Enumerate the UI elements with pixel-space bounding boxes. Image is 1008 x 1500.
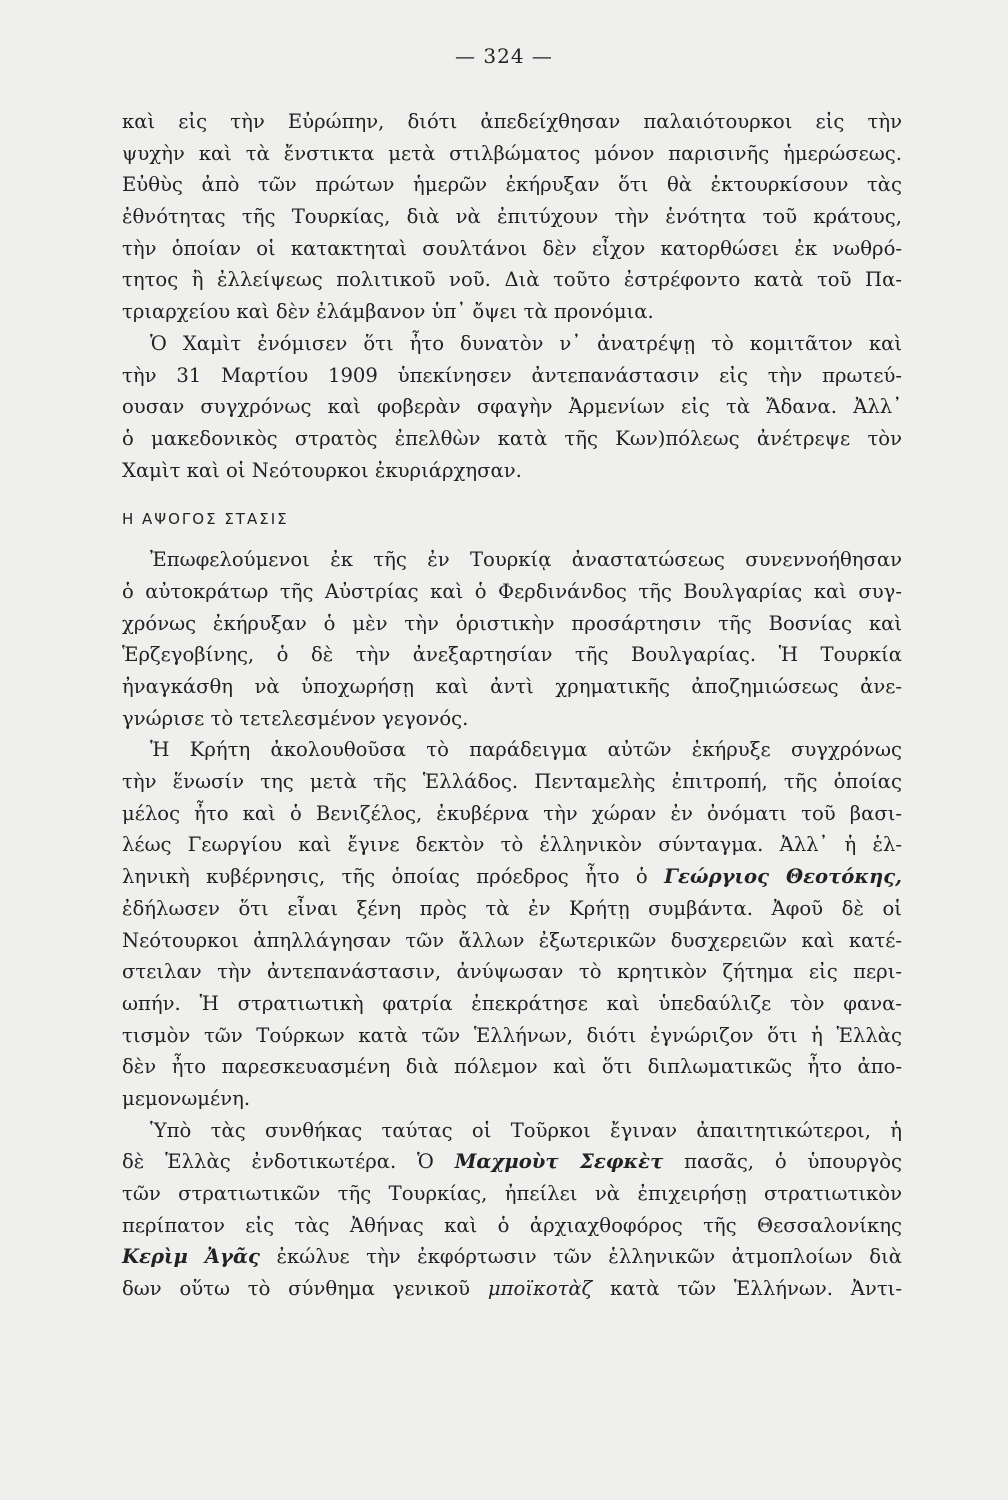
paragraph: [122, 1115, 902, 1305]
text-line: ὁ αὐτοκράτωρ τῆς Αὐστρίας καὶ ὁ Φερδινάνδος τῆς Βουλγαρίας καὶ συγ-: [122, 579, 902, 603]
text-line: τητος ἢ ἐλλείψεως πολιτικοῦ νοῦ. Διὰ τοῦτο ἐστρέφοντο κατὰ τοῦ Πα-: [122, 268, 902, 292]
person-name: Μαχμοὺτ Σεφκὲτ: [454, 1150, 664, 1174]
text-line: Νεότουρκοι ἀπηλλάγησαν τῶν ἄλλων ἐξωτερικῶν δυσχερειῶν καὶ κατέ-: [122, 928, 902, 952]
text-line: περίπατον εἰς τὰς Ἀθήνας καὶ ὁ ἀρχιαχθοφόρος τῆς Θεσσαλονίκης: [122, 1213, 902, 1237]
italic-term: μποϊκοτὰζ: [487, 1277, 593, 1301]
text-line: λέως Γεωργίου καὶ ἔγινε δεκτὸν τὸ ἑλληνικὸν σύνταγμα. Ἀλλ᾽ ἡ ἑλ-: [122, 833, 902, 857]
text-run: ἐκώλυε τὴν ἐκφόρτωσιν τῶν ἑλληνικῶν ἀτμοπλοίων διὰ: [276, 1245, 903, 1269]
text-line: Χαμὶτ καὶ οἱ Νεότουρκοι ἐκυριάρχησαν.: [122, 458, 522, 482]
text-line: ἐθνότητας τῆς Τουρκίας, διὰ νὰ ἐπιτύχουν τὴν ἑνότητα τοῦ κράτους,: [122, 205, 902, 229]
section-spacer: [122, 486, 902, 504]
text-line: ἐδήλωσεν ὅτι εἶναι ξένη πρὸς τὰ ἐν Κρήτῃ συμβάντα. Ἀφοῦ δὲ οἱ: [122, 896, 902, 920]
text-run: δὲ Ἑλλὰς ἐνδοτικωτέρα. Ὁ: [122, 1150, 434, 1174]
person-name: Γεώργιος Θεοτόκης,: [664, 865, 903, 889]
text-line: Ὑπὸ τὰς συνθήκας ταύτας οἱ Τοῦρκοι ἔγιναν ἀπαιτητικώτεροι, ἡ: [150, 1118, 902, 1142]
text-line: ωπήν. Ἡ στρατιωτικὴ φατρία ἐπεκράτησε καὶ ὑπεδαύλιζε τὸν φανα-: [122, 991, 902, 1015]
paragraph: [122, 328, 902, 486]
text-line: χρόνως ἐκήρυξαν ὁ μὲν τὴν ὁριστικὴν προσάρτησιν τῆς Βοσνίας καὶ: [122, 611, 902, 635]
section-heading: Η ΑΨΟΓΟΣ ΣΤΑΣΙΣ: [122, 510, 289, 529]
text-line: τριαρχείου καὶ δὲν ἐλάμβανον ὑπ᾽ ὄψει τὰ προνόμια.: [122, 300, 654, 324]
person-name: Κερὶμ Ἀγᾶς: [122, 1245, 260, 1269]
text-line: [122, 1146, 902, 1178]
paragraph: [122, 106, 902, 328]
text-line: τὴν ὁποίαν οἱ κατακτηταὶ σουλτάνοι δὲν εἶχον κατορθώσει ἐκ νωθρό-: [122, 236, 902, 260]
text-run: κατὰ τῶν Ἑλλήνων. Ἀντι-: [610, 1277, 902, 1301]
text-line: μέλος ἦτο καὶ ὁ Βενιζέλος, ἐκυβέρνα τὴν χώραν ἐν ὀνόματι τοῦ βασι-: [122, 801, 902, 825]
paragraph: [122, 544, 902, 734]
text-line: τισμὸν τῶν Τούρκων κατὰ τῶν Ἑλλήνων, διότι ἐγνώριζον ὅτι ἡ Ἑλλὰς: [122, 1023, 902, 1047]
paragraph: [122, 734, 902, 1114]
text-line: [122, 861, 902, 893]
text-line: ὁ μακεδονικὸς στρατὸς ἐπελθὼν κατὰ τῆς Κων)πόλεως ἀνέτρεψε τὸν: [122, 426, 902, 450]
text-line: τῶν στρατιωτικῶν τῆς Τουρκίας, ἠπείλει νὰ ἐπιχειρήσῃ στρατιωτικὸν: [122, 1182, 902, 1205]
text-line: στειλαν τὴν ἀντεπανάστασιν, ἀνύψωσαν τὸ κρητικὸν ζήτημα εἰς περι-: [122, 960, 902, 984]
text-run: πασᾶς, ὁ ὑπουργὸς: [684, 1150, 902, 1174]
text-line: ψυχὴν καὶ τὰ ἔνστικτα μετὰ στιλβώματος μόνον παρισινῆς ἡμερώσεως.: [122, 141, 902, 165]
body-text: [122, 106, 902, 1305]
text-line: καὶ εἰς τὴν Εὐρώπην, διότι ἀπεδείχθησαν παλαιότουρκοι εἰς τὴν: [122, 110, 902, 133]
page-number: — 324 —: [455, 44, 553, 68]
text-line: [122, 1241, 902, 1273]
text-line: Ἑρζεγοβίνης, ὁ δὲ τὴν ἀνεξαρτησίαν τῆς Βουλγαρίας. Ἡ Τουρκία: [122, 643, 902, 667]
text-line: Εὐθὺς ἀπὸ τῶν πρώτων ἡμερῶν ἐκήρυξαν ὅτι θὰ ἐκτουρκίσουν τὰς: [122, 173, 902, 197]
text-line: Ὁ Χαμὶτ ἐνόμισεν ὅτι ἦτο δυνατὸν ν᾽ ἀνατρέψῃ τὸ κομιτᾶτον καὶ: [150, 331, 902, 355]
text-line: γνώρισε τὸ τετελεσμένον γεγονός.: [122, 706, 469, 730]
text-line: τὴν 31 Μαρτίου 1909 ὑπεκίνησεν ἀντεπανάστασιν εἰς τὴν πρωτεύ-: [122, 363, 902, 387]
text-run: ληνικὴ κυβέρνησις, τῆς ὁποίας πρόεδρος ἦτο ὁ: [122, 865, 648, 889]
text-line: τὴν ἕνωσίν της μετὰ τῆς Ἑλλάδος. Πενταμελὴς ἐπιτροπή, τῆς ὁποίας: [122, 770, 902, 794]
text-line: Ἐπωφελούμενοι ἐκ τῆς ἐν Τουρκίᾳ ἀναστατώσεως συνεννοήθησαν: [150, 548, 902, 572]
text-line: Ἡ Κρήτη ἀκολουθοῦσα τὸ παράδειγμα αὐτῶν ἐκήρυξε συγχρόνως: [150, 738, 902, 762]
text-line: [122, 1273, 902, 1305]
text-line: ἠναγκάσθη νὰ ὑποχωρήσῃ καὶ ἀντὶ χρηματικῆς ἀποζημιώσεως ἀνε-: [122, 675, 902, 698]
text-run: δων οὕτω τὸ σύνθημα γενικοῦ: [122, 1277, 471, 1301]
text-line: δὲν ἦτο παρεσκευασμένη διὰ πόλεμον καὶ ὅτι διπλωματικῶς ἦτο ἀπο-: [122, 1055, 902, 1079]
text-line: μεμονωμένη.: [122, 1086, 251, 1110]
text-line: ουσαν συγχρόνως καὶ φοβερὰν σφαγὴν Ἀρμενίων εἰς τὰ Ἄδανα. Ἀλλ᾽: [122, 395, 902, 419]
